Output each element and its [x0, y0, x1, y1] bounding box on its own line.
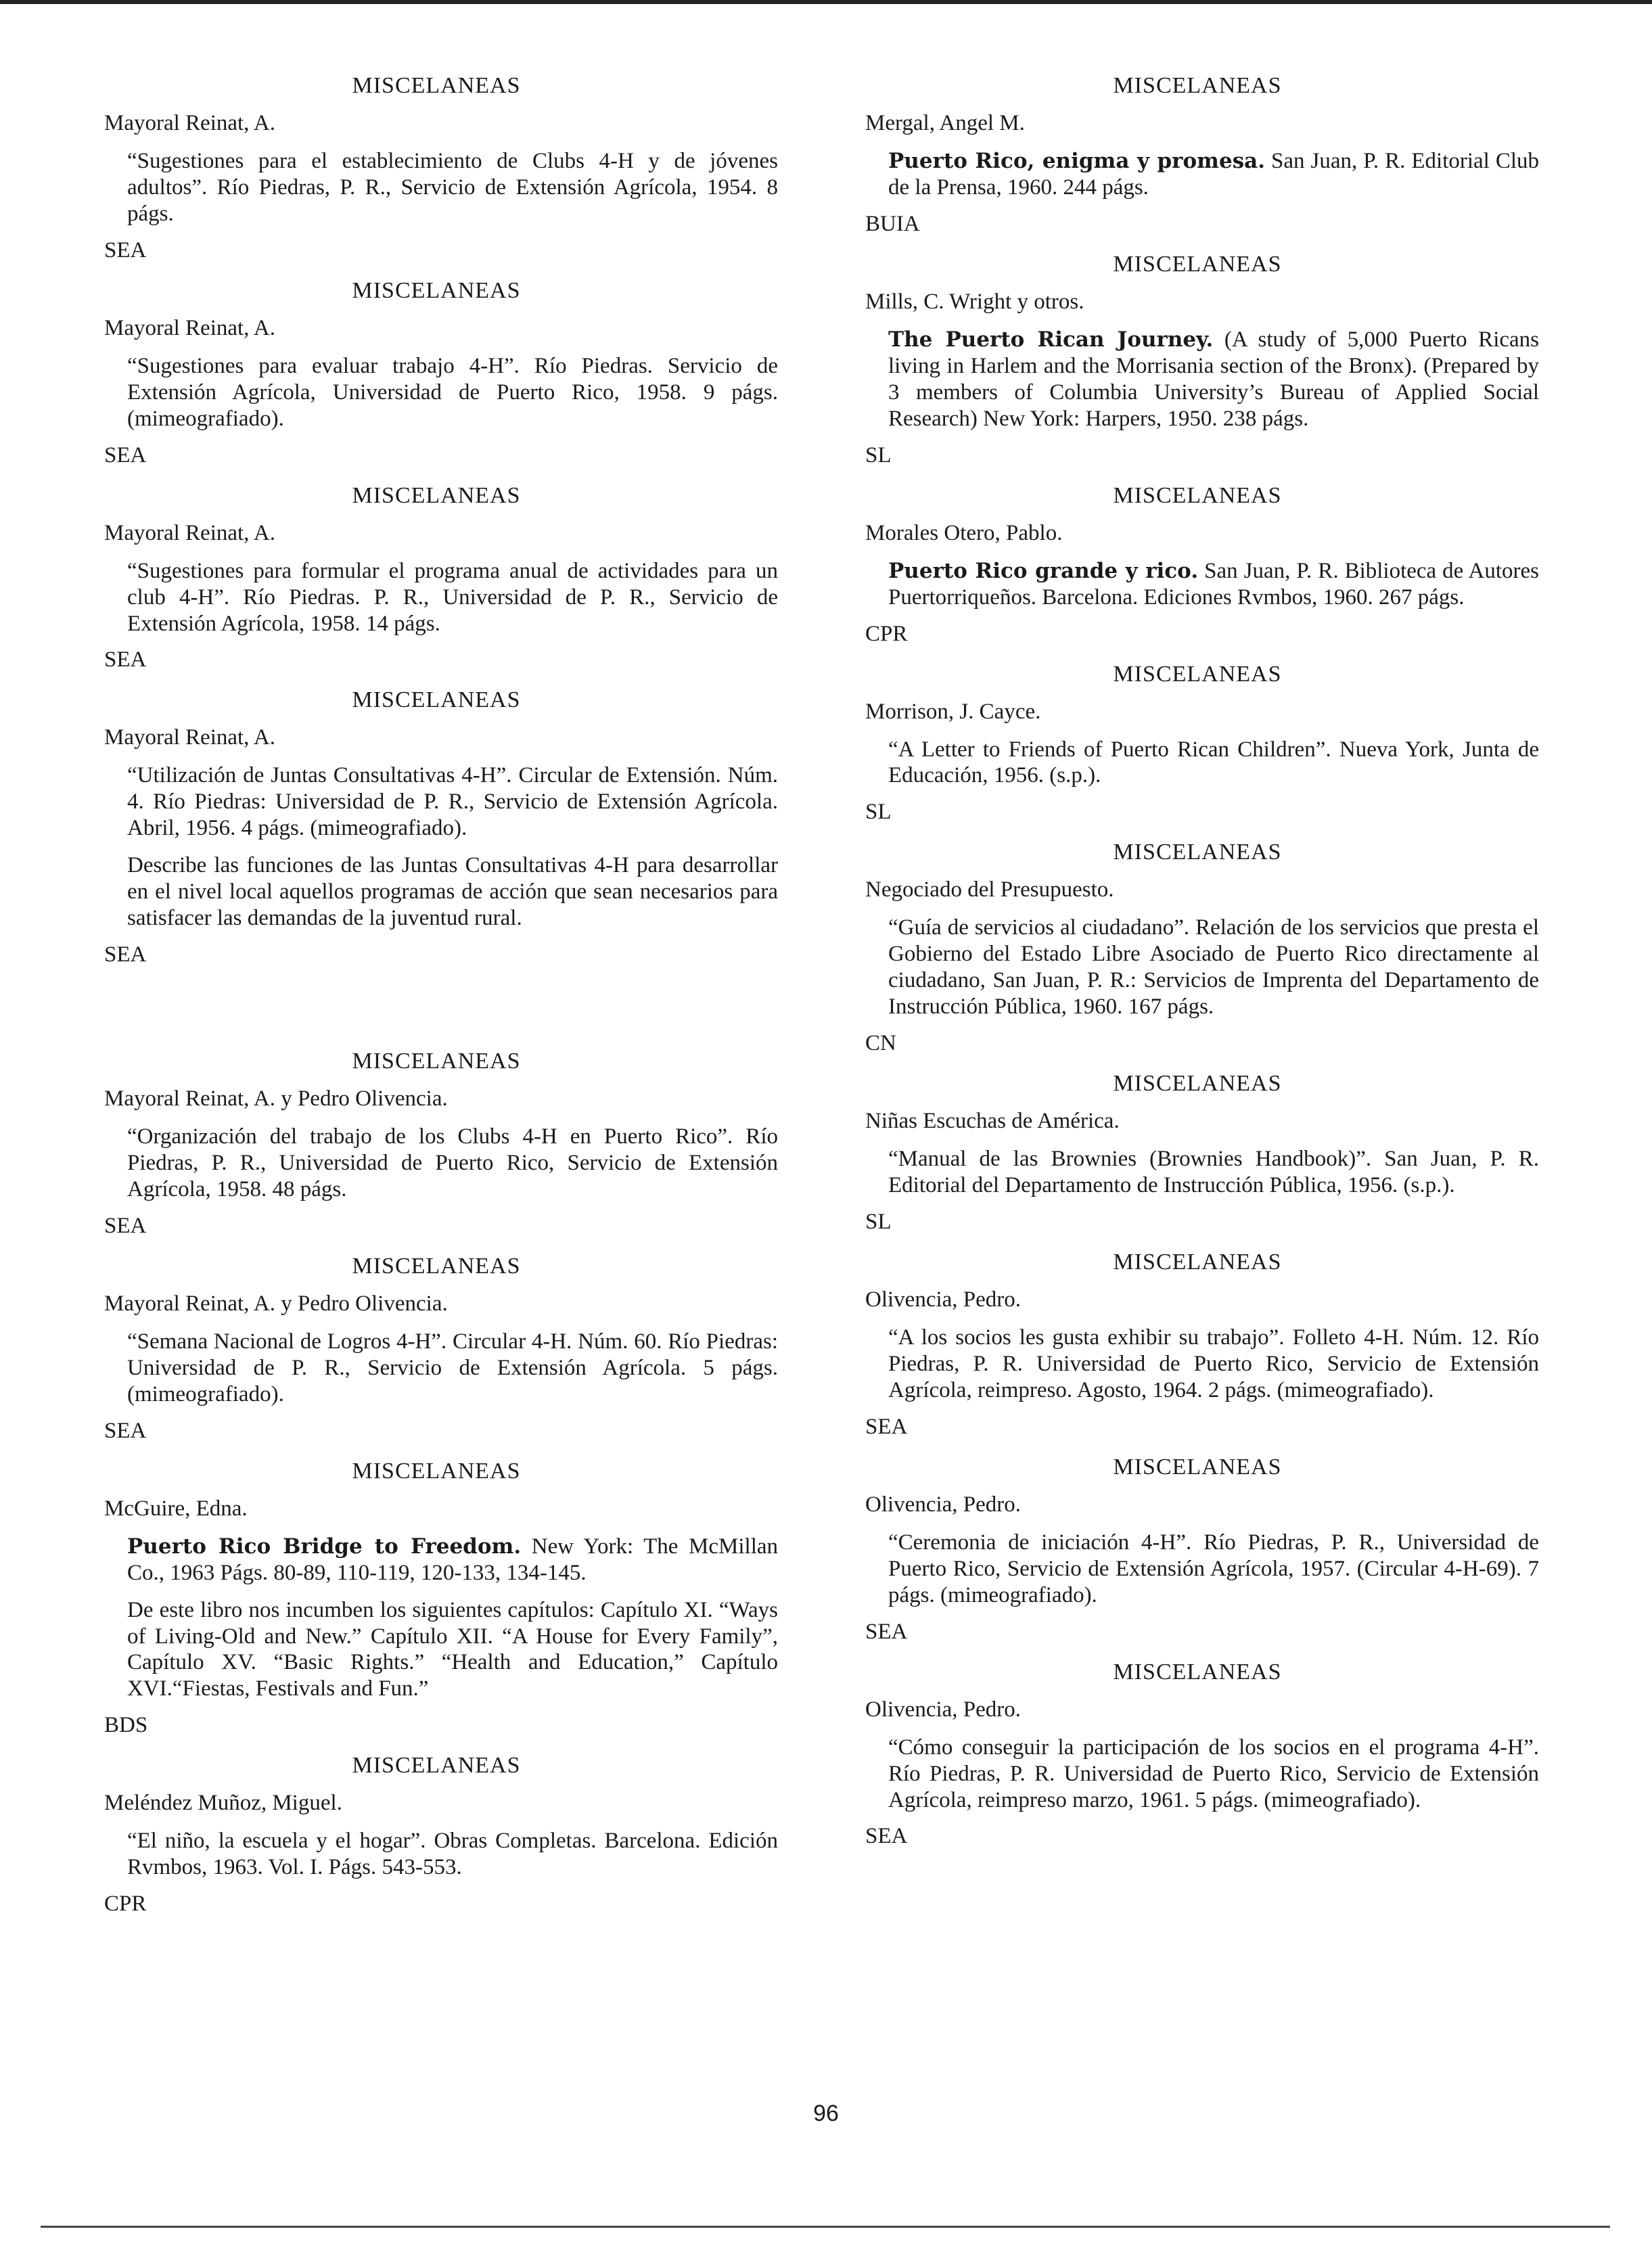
- entry-author: Olivencia, Pedro.: [865, 1287, 1022, 1312]
- entry-author: Mayoral Reinat, A.: [104, 111, 275, 135]
- section-heading: MISCELANEAS: [352, 1753, 521, 1779]
- entry-citation: [127, 353, 778, 432]
- entry-citation: [127, 1828, 778, 1881]
- entry-citation-text: “Utilización de Juntas Consultativas 4-H”. Circular de Extensión. Núm. 4. Río Piedras: Universidad de P. R., Servicio de Extensión Agrícola. Abril, 1956. 4 págs. (mimeografiado).: [127, 763, 778, 841]
- section-heading: MISCELANEAS: [352, 277, 521, 303]
- entry-citation-text: (A study of 5,000 Puerto Ricans living in Harlem and the Morrisania section of the Bronx). (Prepared by 3 members of Columbia University’s Bureau of Applied Social Research) New York: Harpers, 1950. 238 págs.: [888, 327, 1539, 431]
- bibliography-entry: [95, 687, 778, 967]
- entry-citation: [888, 915, 1539, 1020]
- entry-citation: [127, 1124, 778, 1203]
- section-heading: MISCELANEAS: [1113, 1250, 1282, 1275]
- entry-location-code: BUIA: [865, 211, 920, 236]
- entry-author: Mills, C. Wright y otros.: [865, 289, 1084, 314]
- section-heading: MISCELANEAS: [352, 73, 521, 98]
- bibliography-entry: [95, 73, 778, 263]
- entry-citation-text: New York: The McMillan Co., 1963 Págs. 80-89, 110-119, 120-133, 134-145.: [127, 1534, 779, 1585]
- section-heading: MISCELANEAS: [352, 482, 521, 508]
- entry-location-code: SEA: [104, 1213, 147, 1238]
- section-heading: MISCELANEAS: [1113, 661, 1282, 687]
- entry-citation-text: “A los socios les gusta exhibir su trabajo”. Folleto 4-H. Núm. 12. Río Piedras, P. R. Universidad de Puerto Rico, Servicio de Extensión Agrícola, reimpreso. Agosto, 1964. 2 págs. (mimeografiado).: [888, 1325, 1539, 1402]
- entry-author: Morrison, J. Cayce.: [865, 699, 1041, 724]
- bibliography-entry: [856, 1071, 1539, 1235]
- entry-annotation: De este libro nos incumben los siguientes capítulos: Capítulo XI. “Ways of Living-Old and New.” Capítulo XII. “A House for Every Family”, Capítulo XV. “Basic Rights.” “Health and Education,” Capítulo XVI.“Fiestas, Festivals and Fun.”: [127, 1597, 778, 1701]
- entry-author: McGuire, Edna.: [104, 1496, 248, 1521]
- bibliography-entry: [95, 278, 778, 468]
- entry-citation: [127, 558, 778, 637]
- entry-location-code: SEA: [104, 1418, 147, 1443]
- bibliography-entry: [856, 73, 1539, 237]
- entry-citation: [127, 762, 778, 842]
- entry-location-code: BDS: [104, 1713, 148, 1738]
- entry-location-code: SL: [865, 800, 892, 825]
- page-number: 96: [813, 2101, 839, 2126]
- entry-citation: [888, 327, 1539, 432]
- entry-author: Negociado del Presupuesto.: [865, 877, 1114, 902]
- entry-citation-text: “Ceremonia de iniciación 4-H”. Río Piedras, P. R., Universidad de Puerto Rico, Servicio de Extensión Agrícola, 1957. (Circular 4-H-69). 7 págs. (mimeografiado).: [888, 1530, 1539, 1607]
- bibliography-entry: [95, 1049, 778, 1239]
- entry-author: Mayoral Reinat, A.: [104, 520, 275, 545]
- section-heading: MISCELANEAS: [1113, 1454, 1282, 1480]
- entry-citation-text: “Guía de servicios al ciudadano”. Relación de los servicios que presta el Gobierno del Estado Libre Asociado de Puerto Rico directamente al ciudadano, San Juan, P. R.: Servicios de Imprenta del Departamento de Instrucción Pública, 1960. 167 págs.: [888, 915, 1539, 1020]
- entry-citation: [127, 1534, 778, 1586]
- entry-author: Olivencia, Pedro.: [865, 1697, 1022, 1722]
- entry-citation: [888, 1530, 1539, 1609]
- section-heading: MISCELANEAS: [352, 687, 521, 713]
- section-heading: MISCELANEAS: [1113, 1659, 1282, 1685]
- entry-citation: [888, 558, 1539, 611]
- entry-citation-text: San Juan, P. R. Biblioteca de Autores Puertorriqueños. Barcelona. Ediciones Rvmbos, 1960. 267 págs.: [888, 558, 1539, 610]
- section-heading: MISCELANEAS: [352, 1458, 521, 1484]
- entry-citation: [888, 148, 1539, 201]
- bibliography-entry: [856, 1455, 1539, 1645]
- left-column: [95, 73, 778, 1931]
- entry-location-code: SEA: [865, 1619, 908, 1644]
- bibliography-entry: [95, 483, 778, 673]
- entry-location-code: SL: [865, 442, 892, 467]
- entry-author: Mayoral Reinat, A.: [104, 725, 275, 750]
- entry-author: Morales Otero, Pablo.: [865, 520, 1063, 545]
- bibliography-entry: [856, 1250, 1539, 1440]
- section-heading: MISCELANEAS: [1113, 482, 1282, 508]
- entry-author: Mayoral Reinat, A. y Pedro Olivencia.: [104, 1086, 448, 1112]
- entry-author: Mayoral Reinat, A.: [104, 315, 275, 340]
- entry-location-code: SL: [865, 1210, 892, 1234]
- entry-author: Meléndez Muñoz, Miguel.: [104, 1791, 342, 1816]
- entry-location-code: SEA: [104, 942, 147, 967]
- bibliography-entry: [856, 483, 1539, 647]
- entry-location-code: CPR: [104, 1892, 147, 1917]
- bibliography-entry: [856, 662, 1539, 825]
- entry-citation: [888, 1325, 1539, 1404]
- bibliography-entry: [95, 1254, 778, 1444]
- entry-citation-text: “Sugestiones para el establecimiento de Clubs 4-H y de jóvenes adultos”. Río Piedras, P. R., Servicio de Extensión Agrícola, 1954. 8 págs.: [127, 149, 778, 226]
- entry-title: The Puerto Rican Journey.: [888, 327, 1214, 352]
- section-heading: MISCELANEAS: [1113, 251, 1282, 277]
- entry-citation-text: “El niño, la escuela y el hogar”. Obras Completas. Barcelona. Edición Rvmbos, 1963. Vol. I. Págs. 543-553.: [127, 1829, 778, 1880]
- entry-location-code: SEA: [865, 1414, 908, 1439]
- right-column: [856, 73, 1539, 1864]
- entry-citation-text: “Cómo conseguir la participación de los socios en el programa 4-H”. Río Piedras, P. R. Universidad de Puerto Rico, Servicio de Extensión Agrícola, reimpreso marzo, 1961. 5 págs. (mimeografiado).: [888, 1735, 1539, 1812]
- section-heading: MISCELANEAS: [1113, 73, 1282, 98]
- bibliography-entry: [856, 840, 1539, 1056]
- entry-citation-text: “A Letter to Friends of Puerto Rican Children”. Nueva York, Junta de Educación, 1956. (s.p.).: [888, 737, 1539, 788]
- section-heading: MISCELANEAS: [352, 1049, 521, 1074]
- bibliography-entry: [856, 252, 1539, 468]
- entry-location-code: SEA: [865, 1824, 908, 1849]
- section-heading: MISCELANEAS: [1113, 840, 1282, 865]
- entry-title: Puerto Rico grande y rico.: [888, 558, 1199, 583]
- entry-citation-text: “Manual de las Brownies (Brownies Handbook)”. San Juan, P. R. Editorial del Departamento de Instrucción Pública, 1956. (s.p.).: [888, 1147, 1539, 1198]
- entry-location-code: SEA: [104, 237, 147, 262]
- bibliography-entry: [95, 1459, 778, 1739]
- entry-citation: [888, 1146, 1539, 1199]
- entry-location-code: SEA: [104, 647, 147, 672]
- entry-citation: [127, 148, 778, 227]
- bibliography-entry: [95, 1753, 778, 1917]
- entry-title: Puerto Rico Bridge to Freedom.: [127, 1534, 522, 1559]
- bottom-rule: [41, 2226, 1610, 2228]
- entry-author: Mayoral Reinat, A. y Pedro Olivencia.: [104, 1291, 448, 1316]
- bibliography-entry: [856, 1659, 1539, 1850]
- entry-citation-text: “Organización del trabajo de los Clubs 4-H en Puerto Rico”. Río Piedras, P. R., Universidad de Puerto Rico, Servicio de Extensión Agrícola, 1958. 48 págs.: [127, 1124, 778, 1201]
- entry-annotation: Describe las funciones de las Juntas Consultativas 4-H para desarrollar en el nivel local aquellos programas de acción que sean necesarios para satisfacer las demandas de la juventud rural.: [127, 853, 778, 931]
- entry-author: Olivencia, Pedro.: [865, 1492, 1022, 1517]
- entry-author: Mergal, Angel M.: [865, 111, 1025, 135]
- entry-citation: [888, 737, 1539, 789]
- entry-citation-text: “Sugestiones para evaluar trabajo 4-H”. Río Piedras. Servicio de Extensión Agrícola, Universidad de Puerto Rico, 1958. 9 págs. (mimeografiado).: [127, 353, 778, 431]
- entry-author: Niñas Escuchas de América.: [865, 1109, 1120, 1134]
- entry-citation: [127, 1329, 778, 1408]
- entry-citation-text: “Semana Nacional de Logros 4-H”. Circular 4-H. Núm. 60. Río Piedras: Universidad de P. R., Servicio de Extensión Agrícola. 5 págs. (mimeografiado).: [127, 1329, 778, 1406]
- entry-title: Puerto Rico, enigma y promesa.: [888, 149, 1266, 173]
- entry-citation-text: San Juan, P. R. Editorial Club de la Prensa, 1960. 244 págs.: [888, 149, 1539, 200]
- entry-location-code: CN: [865, 1031, 896, 1056]
- entry-location-code: CPR: [865, 621, 908, 646]
- entry-citation: [888, 1735, 1539, 1814]
- entry-citation-text: “Sugestiones para formular el programa anual de actividades para un club 4-H”. Río Piedras. P. R., Universidad de P. R., Servicio de Extensión Agrícola, 1958. 14 págs.: [127, 558, 778, 636]
- section-heading: MISCELANEAS: [352, 1253, 521, 1279]
- section-heading: MISCELANEAS: [1113, 1071, 1282, 1097]
- entry-location-code: SEA: [104, 442, 147, 467]
